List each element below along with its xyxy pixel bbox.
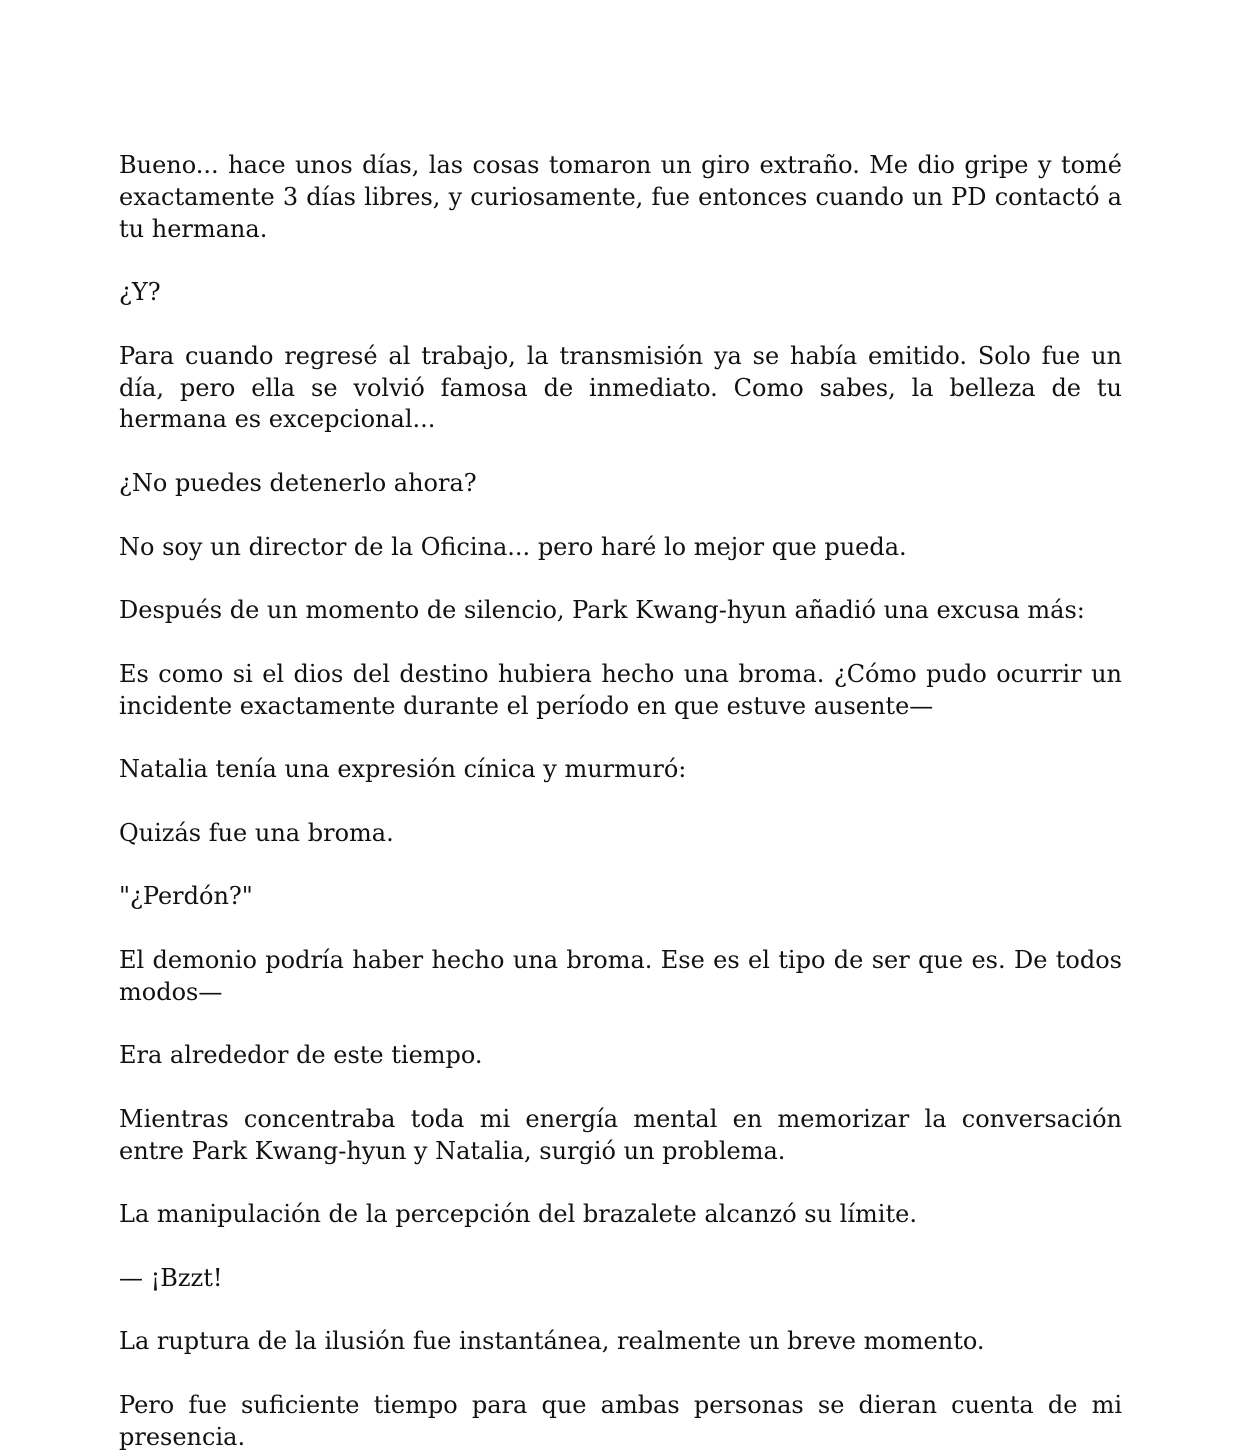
paragraph: El demonio podría haber hecho una broma. Ese es el tipo de ser que es. De todos modos— (119, 945, 1122, 1006)
paragraph: Pero fue suficiente tiempo para que ambas personas se dieran cuenta de mi presencia. (119, 1391, 1122, 1451)
paragraph: La manipulación de la percepción del brazalete alcanzó su límite. (119, 1200, 917, 1229)
paragraph: Después de un momento de silencio, Park Kwang-hyun añadió una excusa más: (119, 596, 1085, 625)
paragraph: ¿No puedes detenerlo ahora? (119, 468, 477, 497)
paragraph: — ¡Bzzt! (119, 1263, 223, 1292)
paragraph: Natalia tenía una expresión cínica y murmuró: (119, 755, 687, 784)
paragraph: Quizás fue una broma. (119, 818, 394, 847)
paragraph: La ruptura de la ilusión fue instantánea, realmente un breve momento. (119, 1327, 985, 1356)
paragraph: Para cuando regresé al trabajo, la transmisión ya se había emitido. Solo fue un día, pero ella se volvió famosa de inmediato. Como sabes, la belleza de tu hermana es excepcional... (119, 341, 1122, 434)
paragraph: Mientras concentraba toda mi energía mental en memorizar la conversación entre Park Kwang-hyun y Natalia, surgió un problema. (119, 1104, 1122, 1165)
paragraph: Era alrededor de este tiempo. (119, 1041, 483, 1070)
paragraph: No soy un director de la Oficina... pero haré lo mejor que pueda. (119, 532, 907, 561)
paragraph: "¿Perdón?" (119, 882, 253, 911)
paragraph: ¿Y? (119, 278, 161, 307)
document-page (119, 150, 1122, 1454)
paragraph: Bueno... hace unos días, las cosas tomaron un giro extraño. Me dio gripe y tomé exactamente 3 días libres, y curiosamente, fue entonces cuando un PD contactó a tu hermana. (119, 151, 1122, 243)
paragraph: Es como si el dios del destino hubiera hecho una broma. ¿Cómo pudo ocurrir un incidente exactamente durante el período en que estuve ausente— (119, 659, 1122, 720)
